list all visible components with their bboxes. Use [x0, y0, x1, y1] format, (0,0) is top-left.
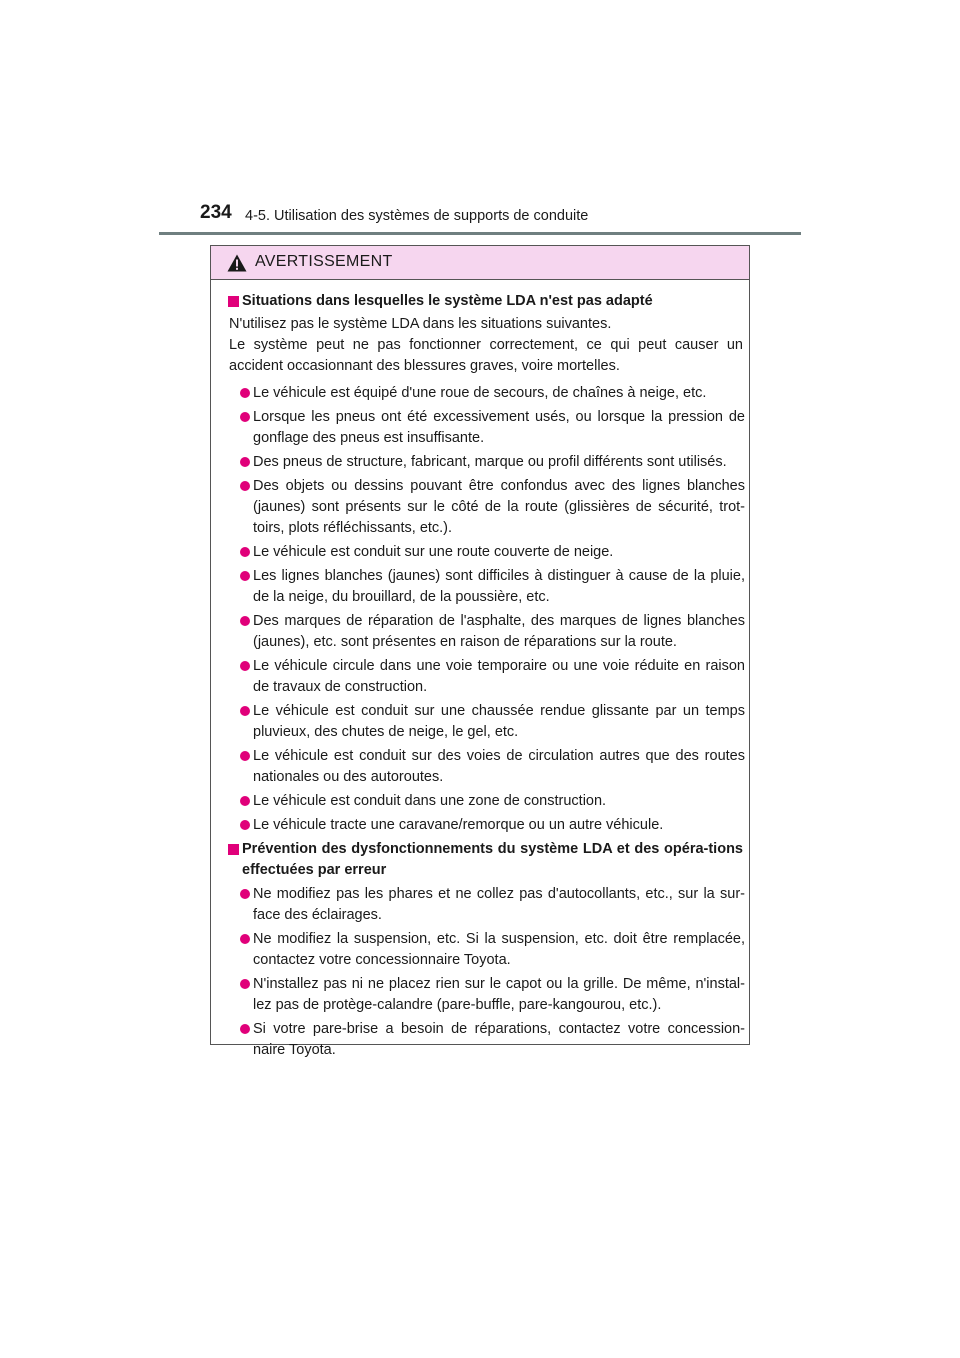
list-item-text: Le véhicule circule dans une voie temporaire ou une voie réduite en raison de travaux de construction. — [253, 658, 745, 695]
square-bullet-icon — [228, 844, 239, 855]
header-rule — [159, 232, 801, 235]
dot-bullet-icon — [240, 889, 250, 899]
list-item-text: Lorsque les pneus ont été excessivement usés, ou lorsque la pression de gonflage des pneus est insuffisante. — [253, 409, 745, 446]
square-bullet-icon — [228, 296, 239, 307]
list-item-text: Les lignes blanches (jaunes) sont difficiles à distinguer à cause de la pluie, de la neige, du brouillard, de la poussière, etc. — [253, 568, 745, 605]
list-item — [240, 974, 745, 1016]
section-heading-text: Situations dans lesquelles le système LDA n'est pas adapté — [242, 293, 653, 309]
warning-header — [211, 246, 749, 280]
list-item-text: Ne modifiez pas les phares et ne collez pas d'autocollants, etc., sur la sur-face des éclairages. — [253, 886, 745, 923]
list-item-text: Le véhicule est conduit sur une chaussée rendue glissante par un temps pluvieux, des chutes de neige, le gel, etc. — [253, 703, 745, 740]
list-item-text: Le véhicule tracte une caravane/remorque ou un autre véhicule. — [253, 817, 664, 833]
section-title: 4-5. Utilisation des systèmes de supports de conduite — [245, 208, 589, 224]
list-item-text: Ne modifiez la suspension, etc. Si la suspension, etc. doit être remplacée, contactez votre concessionnaire Toyota. — [253, 931, 745, 968]
list-item — [240, 791, 745, 812]
warning-section — [211, 291, 751, 836]
list-item-text: Si votre pare-brise a besoin de réparations, contactez votre concession-naire Toyota. — [253, 1021, 745, 1058]
list-item — [240, 815, 745, 836]
list-item — [240, 611, 745, 653]
dot-bullet-icon — [240, 412, 250, 422]
dot-bullet-icon — [240, 388, 250, 398]
dot-bullet-icon — [240, 481, 250, 491]
intro-paragraph: N'utilisez pas le système LDA dans les situations suivantes. — [229, 316, 612, 332]
list-item — [240, 701, 745, 743]
list-item-text: Le véhicule est équipé d'une roue de secours, de chaînes à neige, etc. — [253, 385, 707, 401]
warning-title: AVERTISSEMENT — [255, 253, 393, 270]
dot-bullet-icon — [240, 661, 250, 671]
dot-bullet-icon — [240, 571, 250, 581]
list-item — [240, 746, 745, 788]
section-heading — [228, 839, 743, 881]
dot-bullet-icon — [240, 547, 250, 557]
warning-section — [211, 839, 751, 1061]
list-item-text: Le véhicule est conduit sur une route couverte de neige. — [253, 544, 614, 560]
dot-bullet-icon — [240, 1024, 250, 1034]
section-heading — [228, 291, 743, 312]
dot-bullet-icon — [240, 934, 250, 944]
list-item-text: Le véhicule est conduit dans une zone de construction. — [253, 793, 607, 809]
list-item — [240, 542, 745, 563]
dot-bullet-icon — [240, 796, 250, 806]
dot-bullet-icon — [240, 706, 250, 716]
list-item — [240, 476, 745, 539]
list-item — [240, 1019, 745, 1061]
dot-bullet-icon — [240, 820, 250, 830]
list-item-text: Des objets ou dessins pouvant être confondus avec des lignes blanches (jaunes) sont présents sur le côté de la route (glissières de sécurité, trot-toirs, plots réfléchissants, etc.). — [253, 478, 745, 536]
warning-body — [211, 279, 751, 1061]
dot-bullet-icon — [240, 616, 250, 626]
dot-bullet-icon — [240, 979, 250, 989]
list-item-text: Le véhicule est conduit sur des voies de circulation autres que des routes nationales ou des autoroutes. — [253, 748, 745, 785]
list-item — [240, 407, 745, 449]
list-item-text: N'installez pas ni ne placez rien sur le capot ou la grille. De même, n'instal-lez pas de protège-calandre (pare-buffle, pare-kangourou, etc.). — [253, 976, 745, 1013]
section-heading-text: Prévention des dysfonctionnements du système LDA et des opéra-tions effectuées par erreur — [242, 841, 743, 878]
list-item-text: Des pneus de structure, fabricant, marque ou profil différents sont utilisés. — [253, 454, 727, 470]
list-item — [240, 656, 745, 698]
page-number: 234 — [200, 202, 232, 223]
list-item — [240, 566, 745, 608]
list-item-text: Des marques de réparation de l'asphalte, des marques de lignes blanches (jaunes), etc. sont présentes en raison de réparations sur la route. — [253, 613, 745, 650]
page-header — [200, 202, 800, 232]
list-item — [240, 929, 745, 971]
list-item — [240, 884, 745, 926]
warning-box — [210, 245, 750, 1058]
list-item — [240, 452, 745, 473]
intro-paragraph: Le système peut ne pas fonctionner correctement, ce qui peut causer un accident occasionnant des blessures graves, voire mortelles. — [229, 337, 743, 374]
dot-bullet-icon — [240, 457, 250, 467]
dot-bullet-icon — [240, 751, 250, 761]
warning-triangle-icon — [227, 254, 247, 272]
list-item — [240, 383, 745, 404]
